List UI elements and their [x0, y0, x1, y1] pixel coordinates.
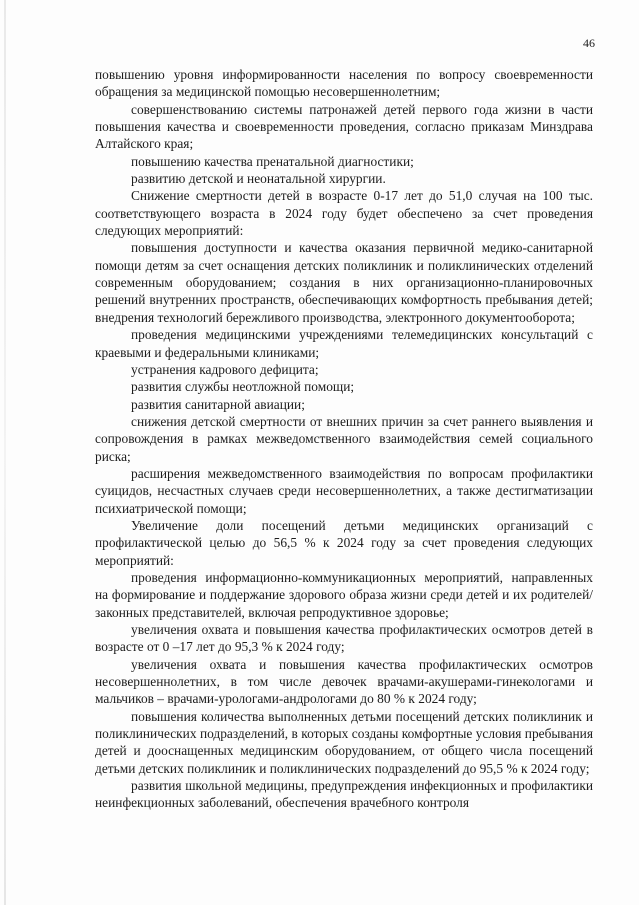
paragraph: увеличения охвата и повышения качества профилактических осмотров детей в возрасте от 0 –17 лет до 95,3 % к 2024 году; [95, 622, 593, 655]
scan-edge [4, 0, 6, 905]
paragraph: повышению уровня информированности населения по вопросу своевременности обращения за медицинской помощью несовершеннолетним; [95, 67, 593, 100]
paragraph: совершенствованию системы патронажей детей первого года жизни в части повышения качества и своевременности проведения, согласно приказам Минздрава Алтайского края; [95, 101, 593, 152]
paragraph: Увеличение доли посещений детьми медицинских организаций с профилактической целью до 56,5 % к 2024 году за счет проведения следующих мероприятий: [95, 517, 593, 568]
paragraph: устранения кадрового дефицита; [131, 361, 319, 377]
page-number: 46 [583, 36, 595, 50]
paragraph: развития школьной медицины, предупреждения инфекционных и профилактики неинфекционных заболеваний, обеспечения врачебного контроля [95, 778, 593, 811]
paragraph: увеличения охвата и повышения качества профилактических осмотров несовершеннолетних, в том числе девочек врачами-акушерами-гинекологами и мальчиков – врачами-урологами-андрологами до 80 % к 2024 году; [95, 656, 593, 707]
paragraph: снижения детской смертности от внешних причин за счет раннего выявления и сопровождения в рамках межведомственного взаимодействия семей социального риска; [95, 413, 593, 464]
paragraph: развития санитарной авиации; [131, 396, 305, 412]
paragraph: проведения медицинскими учреждениями телемедицинских консультаций с краевыми и федеральными клиниками; [95, 327, 593, 360]
paragraph: Снижение смертности детей в возрасте 0-17 лет до 51,0 случая на 100 тыс. соответствующего возраста в 2024 году будет обеспечено за счет проведения следующих мероприятий: [95, 188, 593, 239]
paragraph: повышения количества выполненных детьми посещений детских поликлиник и поликлинических подразделений, в которых созданы комфортные условия пребывания детей и дооснащенных медицинским оборудованием, от общего числа посещений детьми детских поликлиник и поликлинических подразделений до 95,5 % к 2024 году; [95, 708, 593, 776]
body-text [95, 66, 593, 812]
paragraph: повышения доступности и качества оказания первичной медико-санитарной помощи детям за счет оснащения детских поликлиник и поликлинических отделений современным оборудованием; создания в них организационно-планировочных решений внутренних пространств, обеспечивающих комфортность пребывания детей; внедрения технологий бережливого производства, электронного документооборота; [95, 240, 593, 325]
paragraph: проведения информационно-коммуникационных мероприятий, направленных на формирование и поддержание здорового образа жизни среди детей и их родителей/законных представителей, включая репродуктивное здоровье; [95, 569, 593, 620]
paragraph: повышению качества пренатальной диагностики; [131, 153, 414, 169]
paragraph: развития службы неотложной помощи; [131, 379, 355, 395]
paragraph: расширения межведомственного взаимодействия по вопросам профилактики суицидов, несчастных случаев среди несовершеннолетних, а также дестигматизации психиатрической помощи; [95, 465, 593, 516]
paragraph: развитию детской и неонатальной хирургии. [131, 171, 386, 187]
